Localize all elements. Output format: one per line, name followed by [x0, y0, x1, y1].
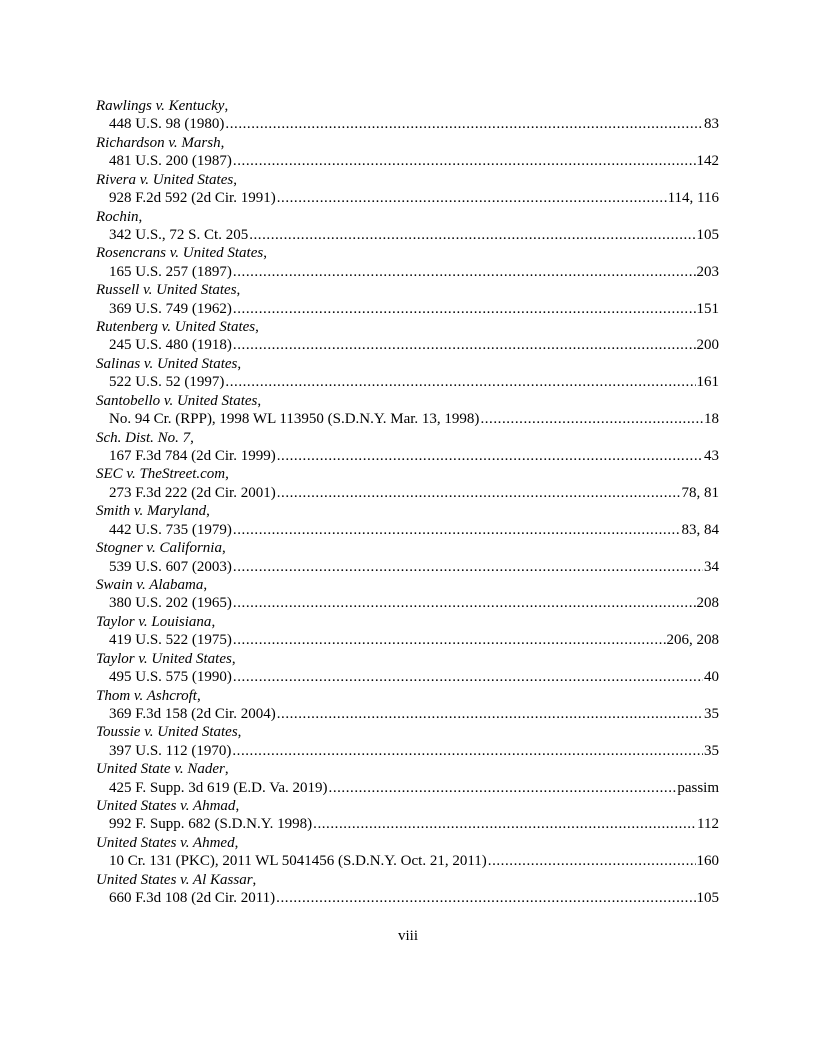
citation-line [96, 521, 719, 539]
authority-entry [96, 723, 719, 760]
dot-leader [225, 373, 695, 391]
table-of-authorities [96, 97, 719, 908]
case-name-comma: , [237, 724, 242, 741]
dot-leader [277, 484, 681, 502]
citation-line [96, 263, 719, 281]
page-references: 151 [696, 300, 719, 317]
citation: 660 F.3d 108 (2d Cir. 2011) [109, 890, 276, 907]
citation-line [96, 779, 719, 797]
case-name-line [96, 465, 719, 483]
citation: 380 U.S. 202 (1965) [109, 595, 232, 612]
case-name-line [96, 723, 719, 741]
citation-line [96, 631, 719, 649]
case-name: Taylor v. United States [96, 650, 232, 667]
authority-entry [96, 465, 719, 502]
case-name-comma: , [252, 871, 257, 888]
page-references: 34 [704, 558, 719, 575]
citation: 481 U.S. 200 (1987) [109, 153, 232, 170]
page-references: 161 [696, 374, 719, 391]
case-name: Russell v. United States [96, 282, 237, 299]
dot-leader [233, 300, 696, 318]
citation-line [96, 115, 719, 133]
dot-leader [232, 742, 703, 760]
case-name-comma: , [224, 761, 229, 778]
case-name-comma: , [224, 98, 229, 114]
citation-line [96, 558, 719, 576]
case-name-comma: , [255, 319, 259, 336]
case-name: Salinas v. United States [96, 355, 238, 372]
case-name-comma: , [221, 540, 226, 557]
citation-line [96, 226, 719, 244]
dot-leader [233, 152, 696, 170]
page-references: 78, 81 [681, 484, 719, 501]
case-name-line [96, 502, 719, 520]
case-name: Rivera v. United States [96, 171, 234, 188]
case-name-comma: , [211, 613, 216, 630]
case-name-comma: , [237, 355, 242, 372]
citation-line [96, 336, 719, 354]
case-name-comma: , [234, 834, 239, 851]
case-name: United States v. Al Kassar [96, 871, 253, 888]
dot-leader [233, 558, 703, 576]
case-name-comma: , [196, 687, 201, 704]
case-name: United States v. Ahmed [96, 834, 235, 851]
citation: 369 U.S. 749 (1962) [109, 300, 232, 317]
case-name-line [96, 392, 719, 410]
case-name: SEC v. TheStreet.com [96, 466, 226, 483]
case-name-line [96, 650, 719, 668]
citation: 397 U.S. 112 (1970) [109, 742, 232, 759]
citation: 448 U.S. 98 (1980) [109, 116, 225, 133]
citation: 992 F. Supp. 682 (S.D.N.Y. 1998) [109, 816, 313, 833]
case-name: Toussie v. United States [96, 724, 238, 741]
case-name-comma: , [263, 245, 267, 262]
case-name: Santobello v. United States [96, 392, 258, 409]
case-name: Sch. Dist. No. 7 [96, 429, 191, 446]
authority-entry [96, 244, 719, 281]
case-name-comma: , [236, 282, 241, 299]
authority-entry [96, 429, 719, 466]
page-references: 114, 116 [667, 190, 719, 207]
page-references: 200 [696, 337, 719, 354]
citation-line [96, 705, 719, 723]
page-number: viii [397, 928, 418, 944]
case-name-line [96, 871, 719, 889]
citation: 522 U.S. 52 (1997) [109, 374, 225, 391]
case-name-line [96, 834, 719, 852]
page-references: 142 [696, 153, 719, 170]
citation: 245 U.S. 480 (1918) [109, 337, 232, 354]
citation: 342 U.S., 72 S. Ct. 205 [109, 226, 249, 243]
authority-entry [96, 576, 719, 613]
dot-leader [225, 115, 703, 133]
case-name: Rosencrans v. United States [96, 245, 264, 262]
authority-entry [96, 392, 719, 429]
page-references: 208 [696, 595, 719, 612]
case-name-comma: , [233, 171, 237, 188]
citation: 425 F. Supp. 3d 619 (E.D. Va. 2019) [109, 779, 328, 796]
page-references: 206, 208 [666, 632, 719, 649]
authority-entry [96, 687, 719, 724]
page-references: 105 [696, 890, 719, 907]
page-references: passim [677, 779, 719, 796]
case-name-line [96, 797, 719, 815]
citation: 419 U.S. 522 (1975) [109, 632, 232, 649]
page-references: 83, 84 [681, 521, 719, 538]
case-name: Taylor v. Louisiana [96, 613, 212, 630]
citation: 495 U.S. 575 (1990) [109, 669, 232, 686]
dot-leader [233, 521, 681, 539]
page-references: 18 [704, 411, 719, 428]
citation-line [96, 815, 719, 833]
authority-entry [96, 171, 719, 208]
case-name: Richardson v. Marsh [96, 134, 221, 151]
dot-leader [276, 889, 695, 907]
authority-entry [96, 834, 719, 871]
citation: 10 Cr. 131 (PKC), 2011 WL 5041456 (S.D.N.Y. Oct. 21, 2011) [109, 853, 487, 870]
authority-entry [96, 797, 719, 834]
case-name-line [96, 687, 719, 705]
citation-line [96, 410, 719, 428]
authority-entry [96, 134, 719, 171]
dot-leader [488, 852, 696, 870]
dot-leader [233, 336, 696, 354]
case-name-line [96, 281, 719, 299]
case-name-line [96, 134, 719, 152]
case-name: Thom v. Ashcroft [96, 687, 197, 704]
dot-leader [329, 779, 677, 797]
page-references: 43 [704, 447, 719, 464]
case-name-comma: , [206, 503, 210, 520]
citation-line [96, 189, 719, 207]
authority-entry [96, 613, 719, 650]
citation: 167 F.3d 784 (2d Cir. 1999) [109, 447, 276, 464]
case-name: Stogner v. California [96, 540, 222, 557]
citation-line [96, 594, 719, 612]
page-references: 83 [704, 116, 719, 133]
citation-line [96, 152, 719, 170]
dot-leader [480, 410, 703, 428]
citation-line [96, 889, 719, 907]
authority-entry [96, 650, 719, 687]
case-name: Rochin [96, 208, 139, 225]
case-name-line [96, 355, 719, 373]
authority-entry [96, 318, 719, 355]
case-name-line [96, 97, 719, 115]
case-name-line [96, 171, 719, 189]
case-name-line [96, 208, 719, 226]
citation: 165 U.S. 257 (1897) [109, 263, 232, 280]
authority-entry [96, 871, 719, 908]
citation: 369 F.3d 158 (2d Cir. 2004) [109, 705, 276, 722]
case-name: Swain v. Alabama [96, 576, 204, 593]
case-name-line [96, 318, 719, 336]
citation-line [96, 300, 719, 318]
dot-leader [277, 705, 703, 723]
case-name-comma: , [203, 576, 208, 593]
dot-leader [233, 263, 696, 281]
case-name: United State v. Nader [96, 761, 225, 778]
case-name-comma: , [190, 429, 194, 446]
dot-leader [277, 447, 703, 465]
authority-entry [96, 539, 719, 576]
citation: 539 U.S. 607 (2003) [109, 558, 232, 575]
dot-leader [313, 815, 696, 833]
authority-entry [96, 760, 719, 797]
citation-line [96, 484, 719, 502]
page-references: 35 [704, 742, 719, 759]
page-references: 112 [697, 816, 719, 833]
authority-entry [96, 355, 719, 392]
dot-leader [233, 594, 696, 612]
case-name-line [96, 429, 719, 447]
citation-line [96, 373, 719, 391]
case-name-line [96, 244, 719, 262]
citation-line [96, 668, 719, 686]
citation-line [96, 447, 719, 465]
authority-entry [96, 502, 719, 539]
case-name-line [96, 613, 719, 631]
page-references: 203 [696, 263, 719, 280]
citation: No. 94 Cr. (RPP), 1998 WL 113950 (S.D.N.Y. Mar. 13, 1998) [109, 411, 480, 428]
case-name: Rutenberg v. United States [96, 319, 256, 336]
case-name-comma: , [257, 392, 262, 409]
page-references: 160 [696, 853, 719, 870]
authority-entry [96, 97, 719, 134]
case-name: Smith v. Maryland [96, 503, 207, 520]
case-name-line [96, 760, 719, 778]
citation-line [96, 742, 719, 760]
case-name: United States v. Ahmad [96, 798, 236, 815]
dot-leader [233, 668, 703, 686]
page-references: 40 [704, 669, 719, 686]
dot-leader [277, 189, 667, 207]
page-references: 105 [696, 226, 719, 243]
case-name-comma: , [235, 798, 240, 815]
case-name-comma: , [138, 208, 143, 225]
citation: 442 U.S. 735 (1979) [109, 521, 232, 538]
citation-line [96, 852, 719, 870]
case-name-comma: , [231, 650, 236, 667]
dot-leader [233, 631, 666, 649]
authority-entry [96, 208, 719, 245]
page-references: 35 [704, 705, 719, 722]
authority-entry [96, 281, 719, 318]
citation: 273 F.3d 222 (2d Cir. 2001) [109, 484, 276, 501]
case-name: Rawlings v. Kentucky [96, 98, 225, 114]
case-name-comma: , [220, 134, 225, 151]
case-name-line [96, 576, 719, 594]
case-name-line [96, 539, 719, 557]
citation: 928 F.2d 592 (2d Cir. 1991) [109, 190, 276, 207]
dot-leader [249, 226, 695, 244]
case-name-comma: , [225, 466, 229, 483]
